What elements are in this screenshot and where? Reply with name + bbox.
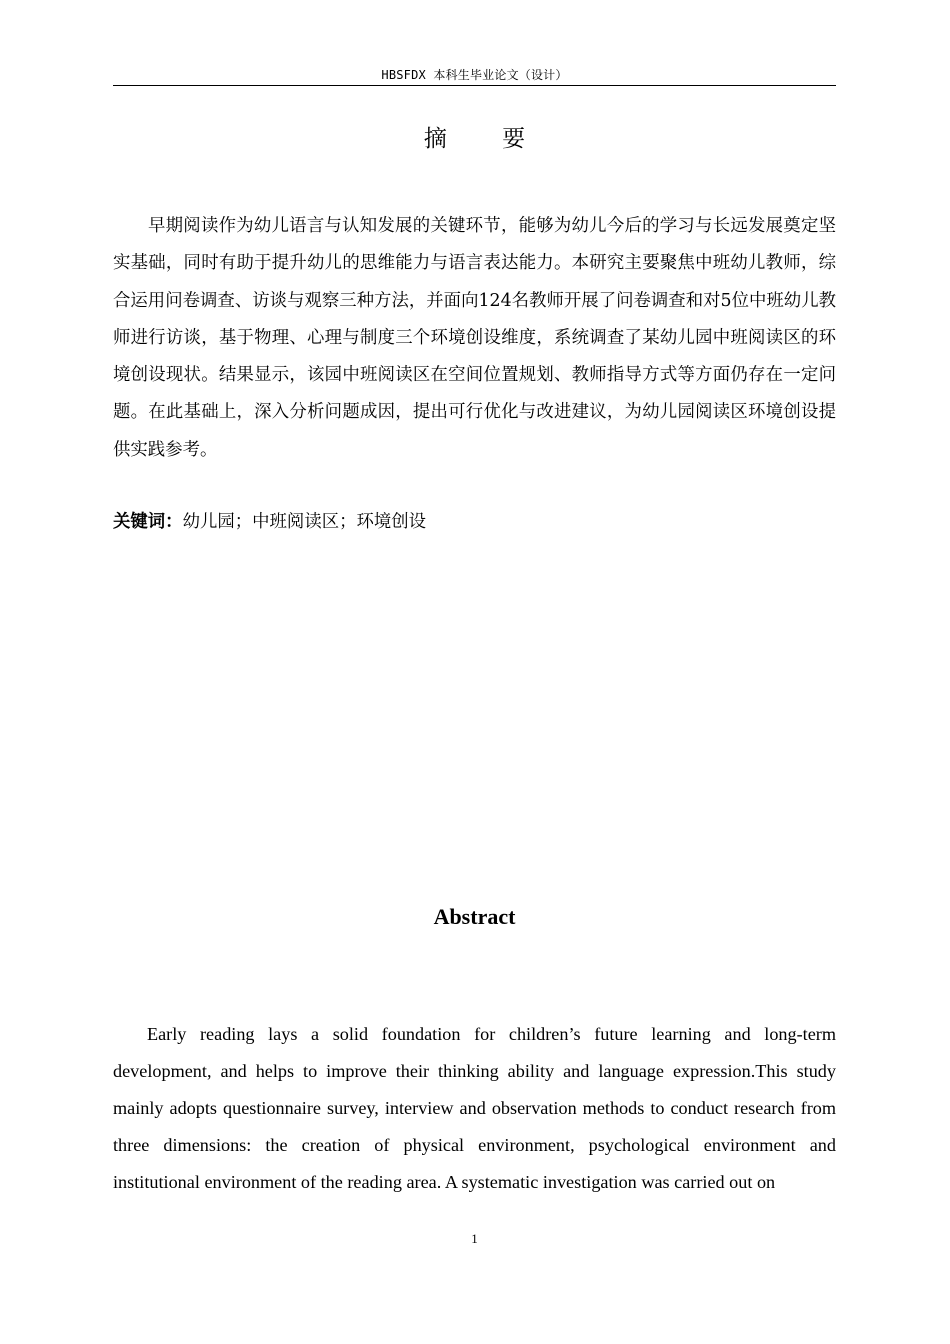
chinese-keywords bbox=[113, 506, 836, 538]
english-abstract-body: Early reading lays a solid foundation for children’s future learning and long-term development, and helps to improve their thinking ability and language expression.This study mainly adopts questionnaire survey, interview and observation methods to conduct research from three dimensions: the creation of physical environment, psychological environment and institutional environment of the reading area. A systematic investigation was carried out on bbox=[113, 1024, 836, 1193]
keywords-list: 幼儿园；中班阅读区；环境创设 bbox=[182, 512, 427, 532]
keywords-label: 关键词： bbox=[113, 512, 183, 532]
header-rule bbox=[113, 85, 836, 86]
page-number: 1 bbox=[471, 1231, 478, 1246]
english-abstract-title: Abstract bbox=[433, 904, 516, 929]
chinese-abstract-body: 早期阅读作为幼儿语言与认知发展的关键环节，能够为幼儿今后的学习与长远发展奠定坚实基础，同时有助于提升幼儿的思维能力与语言表达能力。本研究主要聚焦中班幼儿教师，综合运用问卷调查、访谈与观察三种方法，并面向124名教师开展了问卷调查和对5位中班幼儿教师进行访谈，基于物理、心理与制度三个环境创设维度，系统调查了某幼儿园中班阅读区的环境创设现状。结果显示，该园中班阅读区在空间位置规划、教师指导方式等方面仍存在一定问题。在此基础上，深入分析问题成因，提出可行优化与改进建议，为幼儿园阅读区环境创设提供实践参考。 bbox=[113, 216, 836, 460]
chinese-abstract-title: 摘 要 bbox=[423, 126, 550, 152]
running-header: HBSFDX 本科生毕业论文（设计） bbox=[381, 68, 568, 82]
